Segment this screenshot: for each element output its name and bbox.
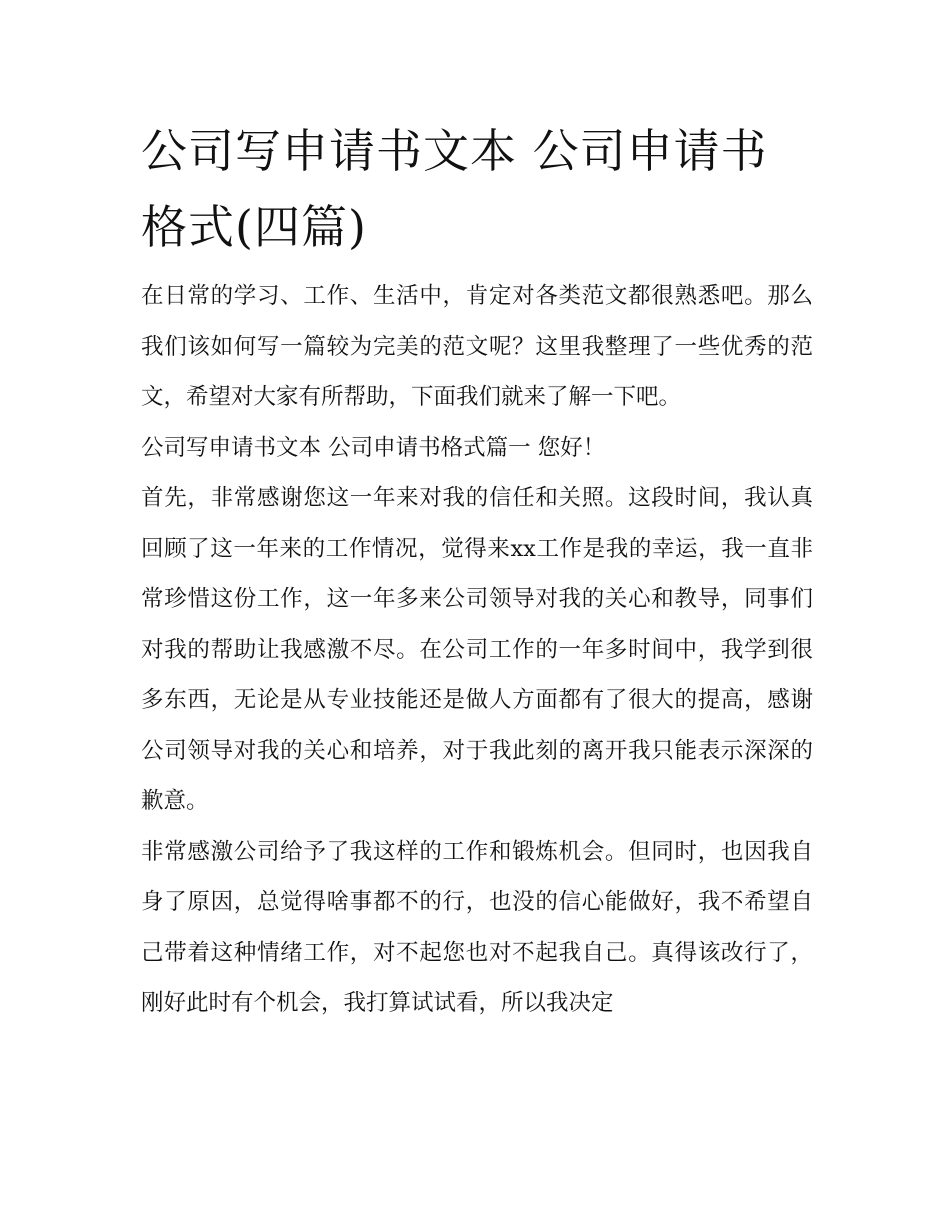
document-title: 公司写申请书文本 公司申请书格式(四篇) (141, 124, 768, 254)
paragraph-heading-greeting: 公司写申请书文本 公司申请书格式篇一 您好！ (141, 434, 606, 461)
paragraph-intro: 在日常的学习、工作、生活中，肯定对各类范文都很熟悉吧。那么我们该如何写一篇较为完美的范文呢？这里我整理了一些优秀的范文，希望对大家有所帮助，下面我们就来了解一下吧。 (141, 283, 813, 410)
document-body (141, 113, 813, 1029)
paragraph-reason: 非常感激公司给予了我这样的工作和锻炼机会。但同时，也因我自身了原因，总觉得啥事都不的行，也没的信心能做好，我不希望自己带着这种情绪工作，对不起您也对不起我自己。真得该改行了，刚好此时有个机会，我打算试试看，所以我决定 (141, 838, 813, 1016)
paragraph-gratitude: 首先，非常感谢您这一年来对我的信任和关照。这段时间，我认真回顾了这一年来的工作情况，觉得来xx工作是我的幸运，我一直非常珍惜这份工作，这一年多来公司领导对我的关心和教导，同事们对我的帮助让我感激不尽。在公司工作的一年多时间中，我学到很多东西，无论是从专业技能还是做人方面都有了很大的提高，感谢公司领导对我的关心和培养，对于我此刻的离开我只能表示深深的歉意。 (141, 485, 813, 814)
